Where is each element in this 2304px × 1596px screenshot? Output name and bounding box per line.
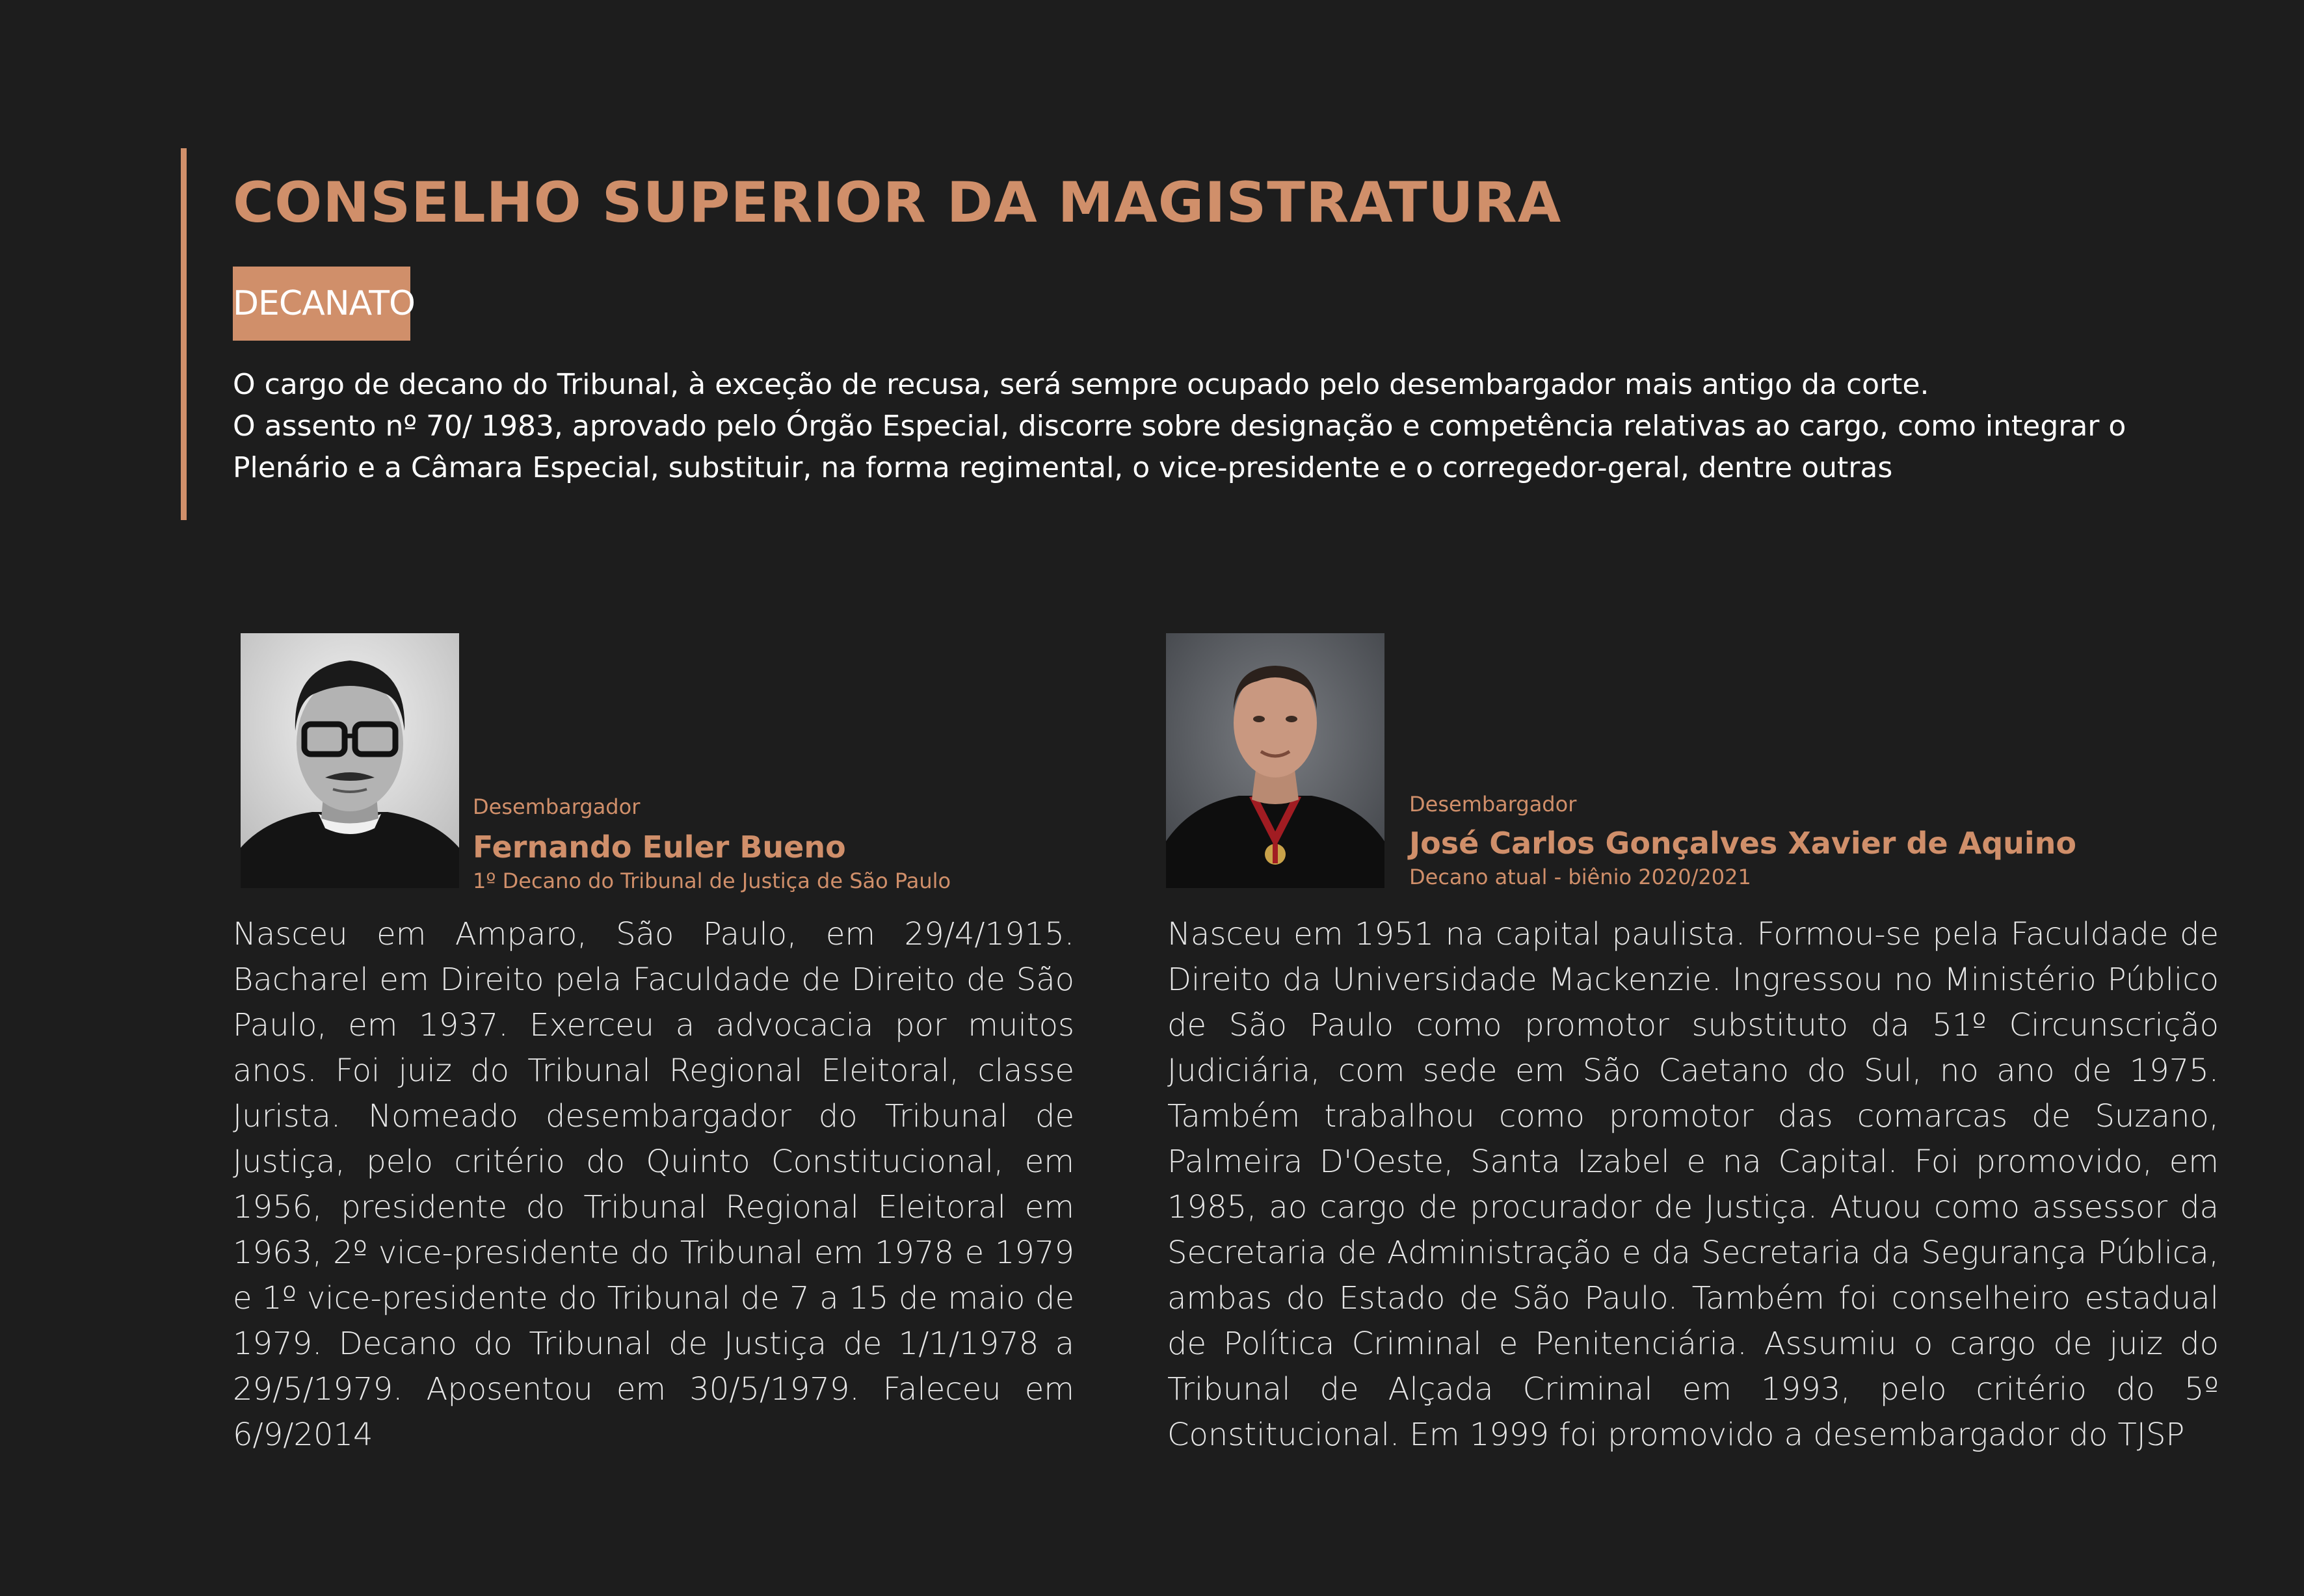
- page-title: CONSELHO SUPERIOR DA MAGISTRATURA: [233, 170, 1562, 235]
- section-badge-label: DECANATO: [233, 284, 415, 323]
- accent-bar: [181, 148, 187, 520]
- intro-line: O cargo de decano do Tribunal, à exceção de recusa, será sempre ocupado pelo desembargador mais antigo da corte.: [233, 368, 1929, 401]
- intro-line: O assento nº 70/ 1983, aprovado pelo Órgão Especial, discorre sobre designação e competência relativas ao cargo, como integrar o: [233, 410, 2126, 443]
- profile-role: Desembargador: [473, 794, 641, 819]
- profile-role: Desembargador: [1409, 792, 1577, 817]
- portrait-photo-jose-carlos-goncalves-xavier-de-aquino: [1166, 633, 1384, 888]
- profile-bio: Nasceu em 1951 na capital paulista. Formou-se pela Faculdade de Direito da Universidade Mackenzie. Ingressou no Ministério Público de São Paulo como promotor substituto da 51º Circunscrição Judiciária, com sede em São Caetano do Sul, no ano de 1975. Também trabalhou como promotor das comarcas de Suzano, Palmeira D'Oeste, Santa Izabel e na Capital. Foi promovido, em 1985, ao cargo de procurador de Justiça. Atuou como assessor da Secretaria de Administração e da Secretaria da Segurança Pública, ambas do Estado de São Paulo. Também foi conselheiro estadual de Política Criminal e Penitenciária. Assumiu o cargo de juiz do Tribunal de Alçada Criminal em 1993, pelo critério do 5º Constitucional. Em 1999 foi promovido a desembargador do TJSP: [1167, 916, 2219, 1453]
- profile-subtitle: 1º Decano do Tribunal de Justiça de São Paulo: [473, 869, 951, 893]
- section-badge: [233, 267, 415, 341]
- intro-text: [233, 364, 2184, 489]
- intro-line: Plenário e a Câmara Especial, substituir, na forma regimental, o vice-presidente e o corregedor-geral, dentre outras: [233, 451, 1893, 484]
- profile-bio: Nasceu em Amparo, São Paulo, em 29/4/1915. Bacharel em Direito pela Faculdade de Direito de São Paulo, em 1937. Exerceu a advocacia por muitos anos. Foi juiz do Tribunal Regional Eleitoral, classe Jurista. Nomeado desembargador do Tribunal de Justiça, pelo critério do Quinto Constitucional, em 1956, presidente do Tribunal Regional Eleitoral em 1963, 2º vice-presidente do Tribunal em 1978 e 1979 e 1º vice-presidente do Tribunal de 7 a 15 de maio de 1979. Decano do Tribunal de Justiça de 1/1/1978 a 29/5/1979. Aposentou em 30/5/1979. Faleceu em 6/9/2014: [233, 916, 1074, 1453]
- portrait-photo-fernando-euler-bueno: [241, 633, 459, 888]
- profile-subtitle: Decano atual - biênio 2020/2021: [1409, 865, 1751, 889]
- profile-name: José Carlos Gonçalves Xavier de Aquino: [1409, 826, 2077, 861]
- profile-name: Fernando Euler Bueno: [473, 830, 846, 865]
